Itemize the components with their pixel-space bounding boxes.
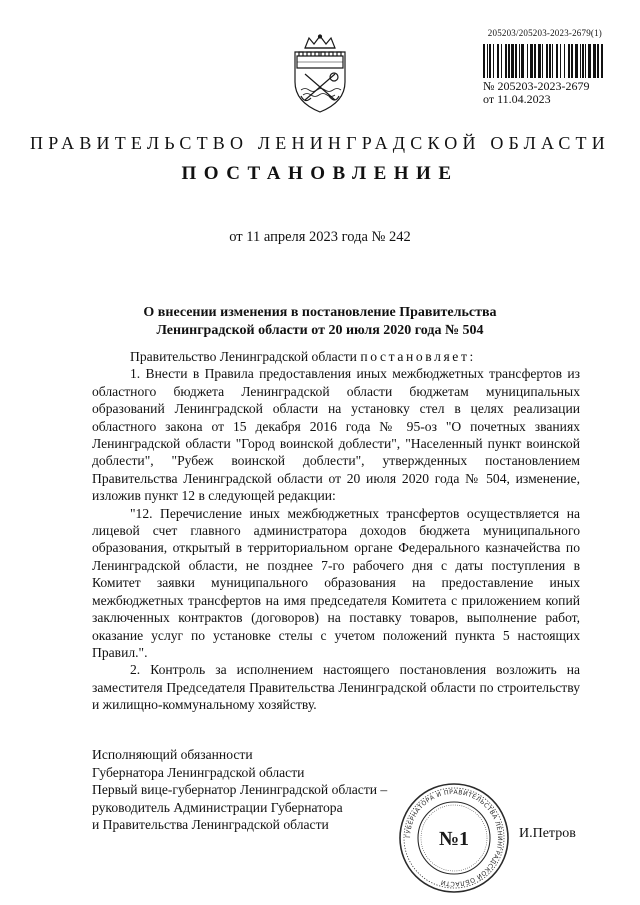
barcode-bar bbox=[530, 44, 533, 78]
coat-of-arms-icon bbox=[287, 34, 353, 114]
barcode-bar bbox=[588, 44, 591, 78]
signature-line: и Правительства Ленинградской области bbox=[92, 817, 329, 833]
seal-number: №1 bbox=[438, 828, 470, 850]
barcode-bar bbox=[546, 44, 548, 78]
barcode-bar bbox=[519, 44, 520, 78]
decree-date-number: от 11 апреля 2023 года № 242 bbox=[229, 229, 411, 245]
signature-block bbox=[92, 746, 387, 834]
barcode-bar bbox=[505, 44, 507, 78]
barcode-bar bbox=[552, 44, 553, 78]
barcode-bar bbox=[487, 44, 488, 78]
barcode-bar bbox=[527, 44, 528, 78]
subject-line-1: О внесении изменения в постановление Правительства bbox=[143, 305, 497, 320]
item-1: 1. Внести в Правила предоставления иных межбюджетных трансфертов из областного бюджета Ленинградской области бюджетам муниципальных образований Ленинградской области на установку стел в целях реализации областного закона от 15 декабря 2016 года № 95-оз "О почетных званиях Ленинградской области "Город воинской доблести", "Населенный пункт воинской доблести", "Рубеж воинской доблести", утвержденных постановлением Правительства Ленинградской области от 20 июля 2020 года № 504, изменение, изложив пункт 12 в следующей редакции: bbox=[92, 366, 580, 504]
signer-name: И.Петров bbox=[519, 826, 576, 841]
barcode-bar bbox=[489, 44, 491, 78]
registration-number: № 205203-2023-2679 bbox=[483, 79, 590, 93]
barcode-bar bbox=[483, 44, 485, 78]
barcode-bar bbox=[515, 44, 517, 78]
barcode-bar bbox=[564, 44, 565, 78]
item-2: 2. Контроль за исполнением настоящего постановления возложить на заместителя Председателя Правительства Ленинградской области по строительству и жилищно-коммунальному хозяйству. bbox=[92, 662, 580, 713]
barcode-icon bbox=[483, 44, 605, 78]
signature-line: руководитель Администрации Губернатора bbox=[92, 799, 343, 815]
signature-line: Первый вице-губернатор Ленинградской области – bbox=[92, 782, 388, 798]
signature-line: Губернатора Ленинградской области bbox=[92, 764, 305, 780]
barcode-bar bbox=[556, 44, 558, 78]
item-1-quote: "12. Перечисление иных межбюджетных трансфертов осуществляется на лицевой счет главного администратора доходов бюджета муниципального образования, открытый в территориальном органе Федерального казначейства по Ленинградской области, не позднее 7-го рабочего дня с даты поступления в Комитет заявки муниципального образования на предоставление иных межбюджетных трансфертов на имя председателя Комитета с приложением копий заключенных контрактов (договоров) на поставку товаров, выполнение работ, оказание услуг по установке стелы с учетом положений пункта 5 настоящих Правил.". bbox=[92, 505, 580, 660]
barcode-bar bbox=[575, 44, 578, 78]
barcode-bar bbox=[549, 44, 551, 78]
barcode-bar bbox=[497, 44, 499, 78]
seal-text: ГУБЕРНАТОРА И ПРАВИТЕЛЬСТВА ЛЕНИНГРАДСКОЙ ОБЛАСТИ bbox=[404, 788, 504, 888]
barcode-bar bbox=[542, 44, 543, 78]
decree-title: ПОСТАНОВЛЕНИЕ bbox=[181, 163, 459, 184]
decree-subject bbox=[0, 304, 640, 340]
barcode-bar bbox=[493, 44, 494, 78]
registration-date: от 11.04.2023 bbox=[483, 92, 551, 106]
signature-line: Исполняющий обязанности bbox=[92, 747, 253, 762]
barcode-bar bbox=[568, 44, 570, 78]
barcode-bar bbox=[508, 44, 510, 78]
barcode-bar bbox=[501, 44, 502, 78]
barcode-bar bbox=[571, 44, 573, 78]
barcode-bar bbox=[560, 44, 561, 78]
preamble bbox=[92, 348, 580, 365]
document-code: 205203/205203-2023-2679(1) bbox=[487, 28, 602, 38]
barcode-bar bbox=[534, 44, 536, 78]
official-seal-icon bbox=[396, 780, 512, 896]
barcode-bar bbox=[511, 44, 514, 78]
barcode-bar bbox=[521, 44, 524, 78]
barcode-bar bbox=[597, 44, 599, 78]
barcode-bar bbox=[585, 44, 586, 78]
barcode-bar bbox=[593, 44, 596, 78]
barcode-bar bbox=[538, 44, 541, 78]
decree-body bbox=[92, 348, 580, 714]
barcode-bar bbox=[601, 44, 603, 78]
barcode-bar bbox=[582, 44, 584, 78]
government-title: ПРАВИТЕЛЬСТВО ЛЕНИНГРАДСКОЙ ОБЛАСТИ bbox=[30, 133, 610, 153]
preamble-prefix: Правительство Ленинградской области bbox=[130, 349, 357, 364]
barcode-bar bbox=[580, 44, 581, 78]
subject-line-2: Ленинградской области от 20 июля 2020 года № 504 bbox=[156, 323, 484, 338]
preamble-verb: постановляет: bbox=[360, 349, 476, 364]
